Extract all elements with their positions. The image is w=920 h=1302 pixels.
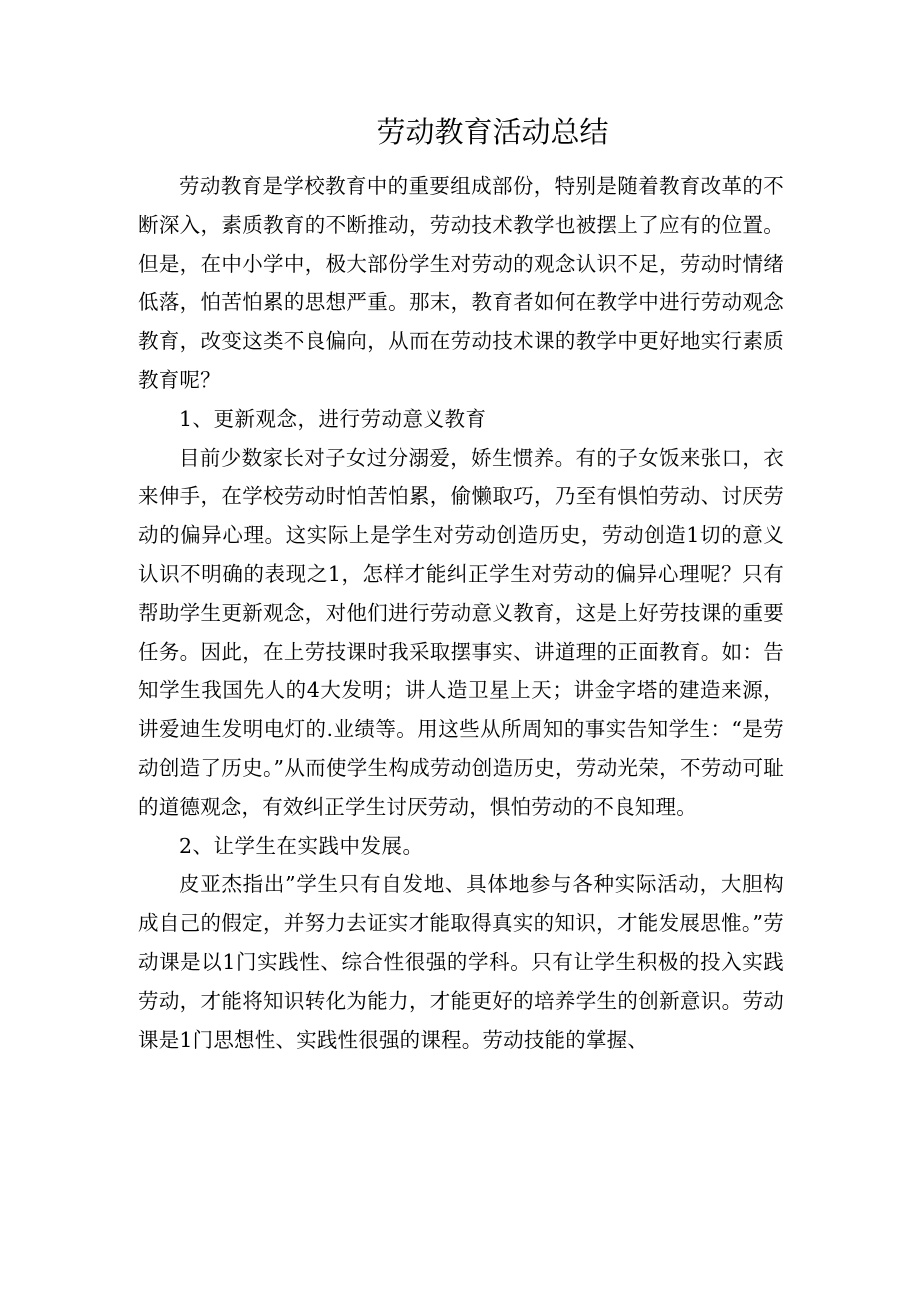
paragraph-section-1: 目前少数家长对子女过分溺爱，娇生惯养。有的子女饭来张口，衣来伸手，在学校劳动时怕苦怕累，偷懒取巧，乃至有惧怕劳动、讨厌劳动的偏异心理。这实际上是学生对劳动创造历史，劳动创造1切的意义认识不明确的表现之1，怎样才能纠正学生对劳动的偏异心理呢？只有帮助学生更新观念，对他们进行劳动意义教育，这是上好劳技课的重要任务。因此，在上劳技课时我采取摆事实、讲道理的正面教育。如：告知学生我国先人的4大发明；讲人造卫星上天；讲金字塔的建造来源，讲爱迪生发明电灯的.业绩等。用这些从所周知的事实告知学生：“是劳动创造了历史。”从而使学生构成劳动创造历史，劳动光荣，不劳动可耻的道德观念，有效纠正学生讨厌劳动，惧怕劳动的不良知理。 <box>138 445 784 819</box>
section-heading-2: 2、让学生在实践中发展。 <box>179 833 424 858</box>
section-heading-1: 1、更新观念，进行劳动意义教育 <box>179 406 487 431</box>
paragraph-intro: 劳动教育是学校教育中的重要组成部份，特别是随着教育改革的不断深入，素质教育的不断推动，劳动技术教学也被摆上了应有的位置。但是，在中小学中，极大部份学生对劳动的观念认识不足，劳动时情绪低落，怕苦怕累的思想严重。那末，教育者如何在教学中进行劳动观念教育，改变这类不良偏向，从而在劳动技术课的教学中更好地实行素质教育呢？ <box>138 174 784 392</box>
document-body <box>138 167 784 1059</box>
paragraph-section-2: 皮亚杰指出”学生只有自发地、具体地参与各种实际活动，大胆构成自己的假定，并努力去证实才能取得真实的知识，才能发展思惟。”劳动课是以1门实践性、综合性很强的学科。只有让学生积极的投入实践劳动，才能将知识转化为能力，才能更好的培养学生的创新意识。劳动课是1门思想性、实践性很强的课程。劳动技能的掌握、 <box>138 872 784 1052</box>
document-title: 劳动教育活动总结 <box>376 115 609 149</box>
